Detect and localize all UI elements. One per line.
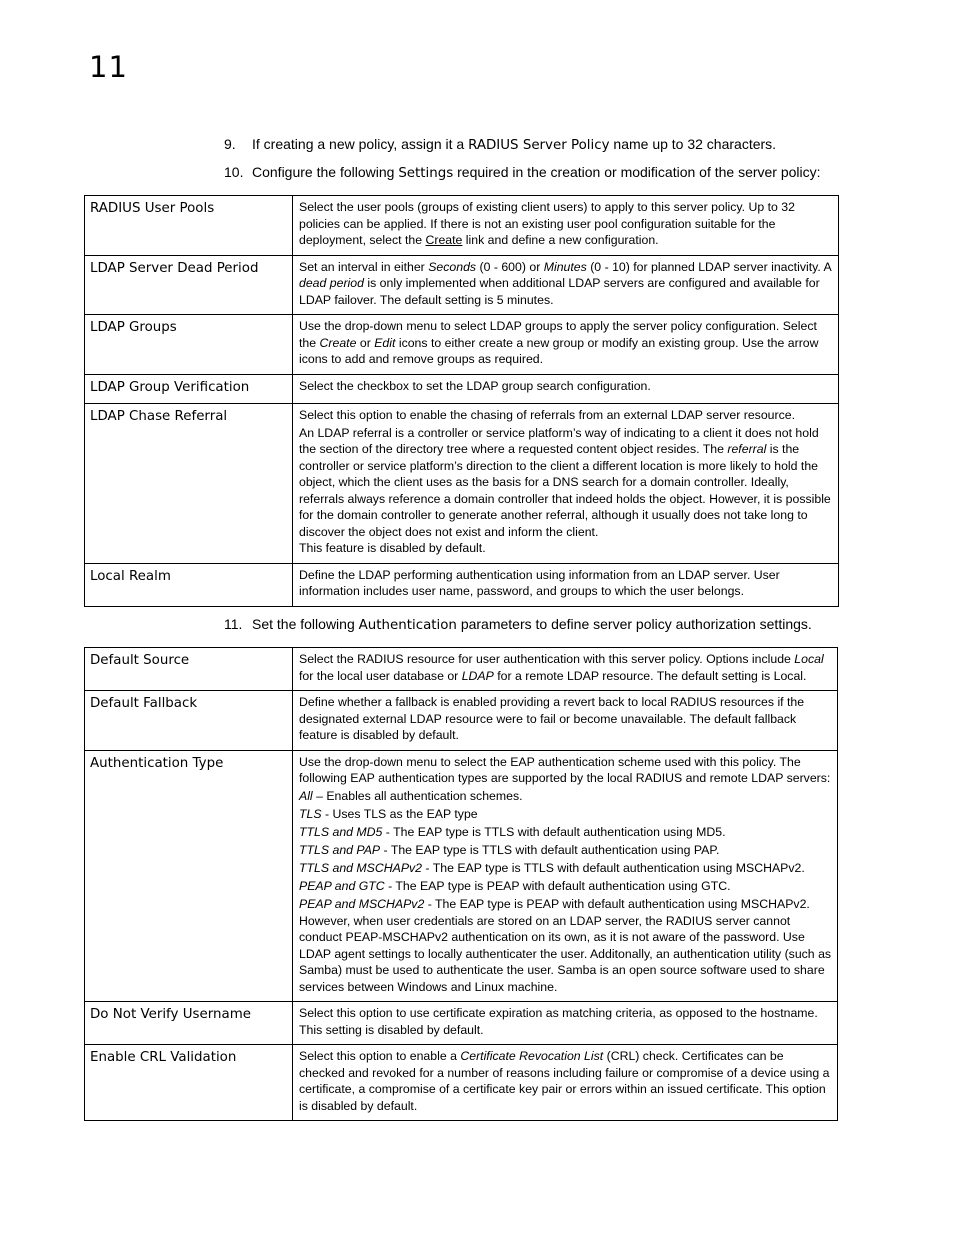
authentication-table xyxy=(84,647,838,1121)
setting-description: Select the checkbox to set the LDAP group search configuration. xyxy=(293,374,839,403)
setting-name: LDAP Server Dead Period xyxy=(85,255,293,315)
auth-parameter-name: Default Fallback xyxy=(85,691,293,751)
step-term: Authentication xyxy=(358,618,457,633)
step-text: required in the creation or modification of the server policy: xyxy=(453,164,821,180)
setting-name: Local Realm xyxy=(85,563,293,606)
auth-parameter-name: Default Source xyxy=(85,648,293,691)
table-row xyxy=(85,403,839,563)
auth-parameter-description: Define whether a fallback is enabled providing a revert back to local RADIUS resources if the designated external LDAP resource were to fail or become unavailable. The default fallback feature is disabled by default. xyxy=(293,691,838,751)
setting-name: LDAP Group Verification xyxy=(85,374,293,403)
step-number: 11. xyxy=(224,616,243,632)
settings-table xyxy=(84,195,839,607)
setting-description: Select this option to enable the chasing of referrals from an external LDAP server resource. An LDAP referral is a controller or service platform’s way of indicating to a client it does not hold the section of the directory tree where a requested content object resides. The referral is the controller or service platform’s direction to the client a different location is more likely to hold the object, which the client uses as the basis for a DNS search for a domain controller. Ideally, referrals always reference a domain controller that indeed holds the object. However, it is possible for the domain controller to generate another referral, although it usually does not take long to discover the object does not exist and inform the client. This feature is disabled by default. xyxy=(293,403,839,563)
step-text: Configure the following xyxy=(252,164,399,180)
step-term: RADIUS Server Policy xyxy=(468,138,610,153)
setting-description: Define the LDAP performing authentication using information from an LDAP server. User information includes user name, password, and groups to which the user belongs. xyxy=(293,563,839,606)
table-row xyxy=(85,750,838,1002)
table-row xyxy=(85,315,839,375)
auth-parameter-description: Select the RADIUS resource for user authentication with this server policy. Options include Local for the local user database or LDAP for a remote LDAP resource. The default setting is Local. xyxy=(293,648,838,691)
step-text: If creating a new policy, assign it a xyxy=(252,136,469,152)
setting-name: LDAP Chase Referral xyxy=(85,403,293,563)
step-term: Settings xyxy=(398,166,454,181)
step-number: 9. xyxy=(224,136,236,152)
setting-name: LDAP Groups xyxy=(85,315,293,375)
table-row xyxy=(85,255,839,315)
auth-parameter-name: Enable CRL Validation xyxy=(85,1045,293,1121)
step-text: parameters to define server policy authorization settings. xyxy=(456,616,812,632)
setting-description: Use the drop-down menu to select LDAP groups to apply the server policy configuration. Select the Create or Edit icons to either create a new group or modify an existing group. Use the arrow icons to add and remove groups as required. xyxy=(293,315,839,375)
table-row xyxy=(85,691,838,751)
step-10 xyxy=(224,163,821,183)
setting-description: Set an interval in either Seconds (0 - 600) or Minutes (0 - 10) for planned LDAP server inactivity. A dead period is only implemented when additional LDAP servers are configured and available for LDAP failover. The default setting is 5 minutes. xyxy=(293,255,839,315)
table-row xyxy=(85,1002,838,1045)
auth-parameter-description: Select this option to use certificate expiration as matching criteria, as opposed to the hostname. This setting is disabled by default. xyxy=(293,1002,838,1045)
step-9 xyxy=(224,135,776,155)
auth-parameter-name: Authentication Type xyxy=(85,750,293,1002)
auth-parameter-description: Select this option to enable a Certificate Revocation List (CRL) check. Certificates can be checked and revoked for a number of reasons including failure or compromise of a device using a certificate, a compromise of a certificate key pair or errors within an issued certificate. This option is disabled by default. xyxy=(293,1045,838,1121)
step-text: name up to 32 characters. xyxy=(609,136,777,152)
table-row xyxy=(85,648,838,691)
setting-description: Select the user pools (groups of existing client users) to apply to this server policy. Up to 32 policies can be applied. If there is not an existing user pool configuration suitable for the deployment, select the Create link and define a new configuration. xyxy=(293,196,839,256)
table-row xyxy=(85,374,839,403)
table-row xyxy=(85,1045,838,1121)
step-number: 10. xyxy=(224,164,244,180)
table-row xyxy=(85,563,839,606)
setting-name: RADIUS User Pools xyxy=(85,196,293,256)
chapter-number: 11 xyxy=(89,50,128,84)
step-text: Set the following xyxy=(252,616,359,632)
auth-parameter-name: Do Not Verify Username xyxy=(85,1002,293,1045)
table-row xyxy=(85,196,839,256)
auth-parameter-description: Use the drop-down menu to select the EAP authentication scheme used with this policy. The following EAP authentication types are supported by the local RADIUS and remote LDAP servers: All – Enables all authentication schemes. TLS - Uses TLS as the EAP type TTLS and MD5 - The EAP type is TTLS with default authentication using MD5. TTLS and PAP - The EAP type is TTLS with default authentication using PAP. TTLS and MSCHAPv2 - The EAP type is TTLS with default authentication using MSCHAPv2. PEAP and GTC - The EAP type is PEAP with default authentication using GTC. PEAP and MSCHAPv2 - The EAP type is PEAP with default authentication using MSCHAPv2. However, when user credentials are stored on an LDAP server, the RADIUS server cannot conduct PEAP-MSCHAPv2 authentication on its own, as it is not aware of the password. Use LDAP agent settings to locally authenticater the user. Additonally, an authentication utility (such as Samba) must be used to authenticate the user. Samba is an open source software used to share services between Windows and Linux machine. xyxy=(293,750,838,1002)
step-11 xyxy=(224,615,812,635)
